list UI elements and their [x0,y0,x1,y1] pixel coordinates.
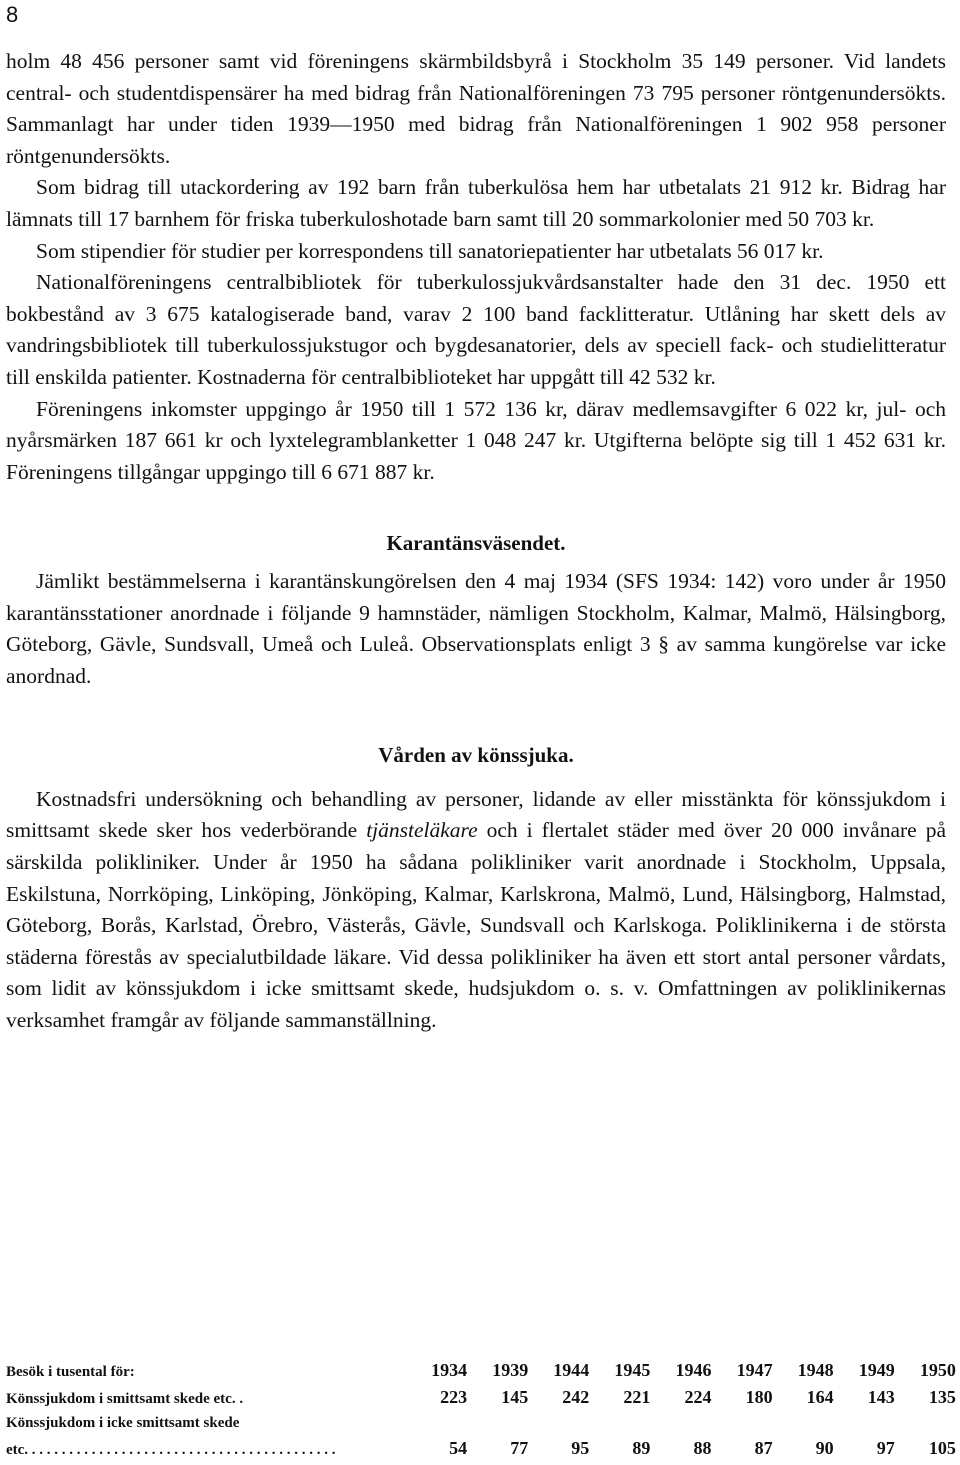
value-cell: 223 [440,1387,468,1407]
paragraph-central-library: Nationalföreningens centralbibliotek för tuberkulossjukvårdsanstalter hade den 31 dec. 1950 ett bokbestånd av 3 675 katalogiserade band, varav 2 100 band facklitteratur. Utlåning har skett dels av vandringsbibliotek till tuberkulossjukstugor och bygdesanatorier, dels av speciell fack- och studielitteratur till enskilda patienter. Kostnaderna för centralbiblioteket har uppgått till 42 532 kr. [6,270,946,389]
venereal-care-italic-term: tjänsteläkare [366,818,478,843]
venereal-care-text-end: och i flertalet städer med över 20 000 invånare på särskilda polikliniker. Under år 1950 ha sådana polikliniker varit anordnade i Stockholm, Uppsala, Eskilstuna, Norrköping, Linköping, Jönköping, Kalmar, Karlskrona, Malmö, Lund, Hälsingborg, Halmstad, Göteborg, Borås, Karlstad, Örebro, Västerås, Gävle, Sundsvall och Karlskoga. Poliklinikerna i de största städerna förestås av specialutbildade läkare. Vid dessa polikliniker ha även ett stort antal personer vårdats, som lidit av könssjukdom i icke smittsamt skede, hudsjukdom o. s. v. Omfattningen av poliklinikernas verksamhet framgår av följande sammanställning. [6,818,946,1033]
year-cell: 1944 [553,1360,590,1380]
venereal-care-text-start: Kostnadsfri undersökning och behandling av personer, lidande av eller misstänkta för könssjukdom i smittsamt skede sker hos vederbörande [6,786,946,843]
table-row-contagious [6,1381,956,1408]
year-cell: 1946 [675,1360,712,1380]
year-cell: 1950 [919,1360,956,1380]
value-cell: 105 [928,1438,956,1458]
value-cell: 221 [623,1387,651,1407]
page-number: 8 [6,2,19,27]
row-label-noncontagious-etc: etc. . . . . . . . . . . . . . . . . . . . . . . . . . . . . . . . . . . . . . . . . . [6,1442,336,1458]
paragraph-finances: Föreningens inkomster uppgingo år 1950 till 1 572 136 kr, därav medlemsavgifter 6 022 kr, jul- och nyårsmärken 187 661 kr och lyxtelegramblanketter 1 048 247 kr. Utgifterna belöpte sig till 1 452 631 kr. Föreningens tillgångar uppgingo till 6 671 887 kr. [6,396,946,484]
value-cell: 145 [501,1387,529,1407]
year-cell: 1949 [858,1360,895,1380]
value-cell: 242 [562,1387,590,1407]
value-cell: 95 [571,1438,590,1458]
value-cell: 135 [928,1387,956,1407]
paragraph-quarantine: Jämlikt bestämmelserna i karantänskungörelsen den 4 maj 1934 (SFS 1934: 142) voro under år 1950 karantänsstationer anordnade i följande 9 hamnstäder, nämligen Stockholm, Kalmar, Malmö, Hälsingborg, Göteborg, Gävle, Sundsvall, Umeå och Luleå. Observationsplats enligt 3 § av samma kungörelse var icke anordnad. [6,568,946,688]
paragraph-scholarships: Som stipendier för studier per korrespondens till sanatoriepatienter har utbetalats 56 017 kr. [36,238,824,263]
table-row-noncontagious [6,1432,956,1459]
row-label-noncontagious: Könssjukdom i icke smittsamt skede [6,1415,240,1431]
value-cell: 164 [806,1387,834,1407]
year-cell: 1934 [431,1360,468,1380]
table-row-noncontagious-label [6,1408,956,1432]
value-cell: 88 [693,1438,712,1458]
value-cell: 90 [815,1438,834,1458]
table-header-row [6,1354,956,1381]
value-cell: 224 [684,1387,712,1407]
value-cell: 89 [632,1438,651,1458]
paragraph-foster-care: Som bidrag till utackordering av 192 barn från tuberkulösa hem har utbetalats 21 912 kr. Bidrag har lämnats till 17 barnhem för friska tuberkuloshotade barn samt till 20 sommarkolonier med 50 703 kr. [6,175,946,231]
visits-table [6,1354,956,1459]
value-cell: 77 [510,1438,529,1458]
value-cell: 87 [754,1438,773,1458]
year-cell: 1947 [736,1360,773,1380]
body-text [6,46,946,1037]
paragraph-venereal-care [6,784,946,1037]
section-heading-quarantine: Karantänsväsendet. [386,531,566,556]
section-heading-venereal-care: Vården av könssjuka. [378,743,574,768]
value-cell: 143 [867,1387,895,1407]
row-label-contagious: Könssjukdom i smittsamt skede etc. . [6,1391,244,1407]
year-cell: 1945 [614,1360,651,1380]
year-cell: 1939 [492,1360,529,1380]
year-cell: 1948 [797,1360,834,1380]
value-cell: 54 [449,1438,468,1458]
paragraph-dispensaries: holm 48 456 personer samt vid föreningens skärmbildsbyrå i Stockholm 35 149 personer. Vid landets central- och studentdispensärer ha med bidrag från Nationalföreningen 73 795 personer röntgenundersökts. Sammanlagt har under tiden 1939—1950 med bidrag från Nationalföreningen 1 902 958 personer röntgenundersökts. [6,49,946,168]
value-cell: 97 [876,1438,895,1458]
value-cell: 180 [745,1387,773,1407]
table-header-label: Besök i tusental för: [6,1364,135,1380]
